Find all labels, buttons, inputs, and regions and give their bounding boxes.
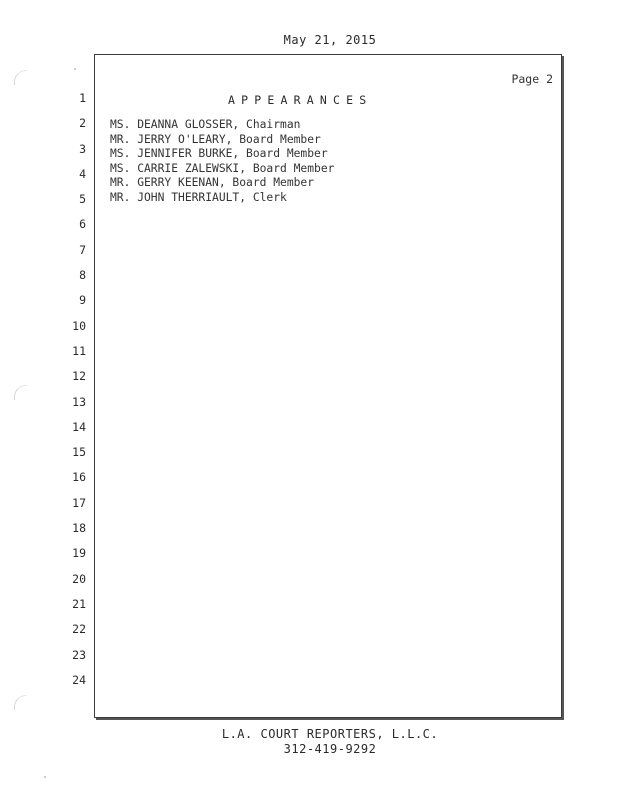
line-number-column [66, 92, 86, 699]
line-number: 23 [72, 647, 86, 662]
line-number: 12 [72, 369, 86, 384]
line-number: 2 [79, 116, 86, 131]
line-number: 8 [79, 268, 86, 283]
punch-hole-mark-top [14, 70, 27, 85]
appearance-entry: MS. JENNIFER BURKE, Board Member [110, 147, 328, 160]
line-number: 3 [79, 141, 86, 156]
footer [0, 727, 618, 757]
page-number: Page 2 [511, 72, 553, 86]
line-number: 13 [72, 394, 86, 409]
line-number: 11 [72, 343, 86, 358]
line-number: 20 [72, 571, 86, 586]
line-number: 4 [79, 166, 86, 181]
line-number: 18 [72, 521, 86, 536]
punch-hole-mark-middle [14, 385, 27, 400]
line-number: 22 [72, 622, 86, 637]
footer-company: L.A. COURT REPORTERS, L.L.C. [221, 727, 439, 741]
line-number: 7 [79, 242, 86, 257]
line-number: 10 [72, 318, 86, 333]
appearance-entry: MR. GERRY KEENAN, Board Member [110, 176, 315, 189]
appearance-entry: MR. JOHN THERRIAULT, Clerk [110, 190, 287, 204]
line-number: 24 [72, 672, 86, 687]
line-number: 1 [79, 91, 86, 105]
line-number: 21 [72, 596, 86, 611]
line-number: 6 [79, 217, 86, 232]
line-number: 14 [72, 419, 86, 434]
footer-phone: 312-419-9292 [283, 742, 377, 756]
appearances-list [110, 118, 334, 205]
line-number: 16 [72, 470, 86, 485]
appearance-entry: MS. CARRIE ZALEWSKI, Board Member [110, 161, 335, 175]
line-number: 17 [72, 495, 86, 510]
scan-speck [44, 776, 46, 778]
appearance-entry: MR. JERRY O'LEARY, Board Member [110, 132, 321, 146]
line-number: 19 [72, 546, 86, 561]
scan-speck [74, 68, 76, 70]
line-number: 9 [79, 293, 86, 308]
punch-hole-mark-bottom [14, 695, 27, 710]
header-date: May 21, 2015 [283, 33, 377, 47]
line-number: 5 [79, 192, 86, 207]
appearance-entry: MS. DEANNA GLOSSER, Chairman [110, 118, 301, 131]
line-number: 15 [72, 445, 86, 460]
appearances-title: APPEARANCES [228, 93, 373, 107]
